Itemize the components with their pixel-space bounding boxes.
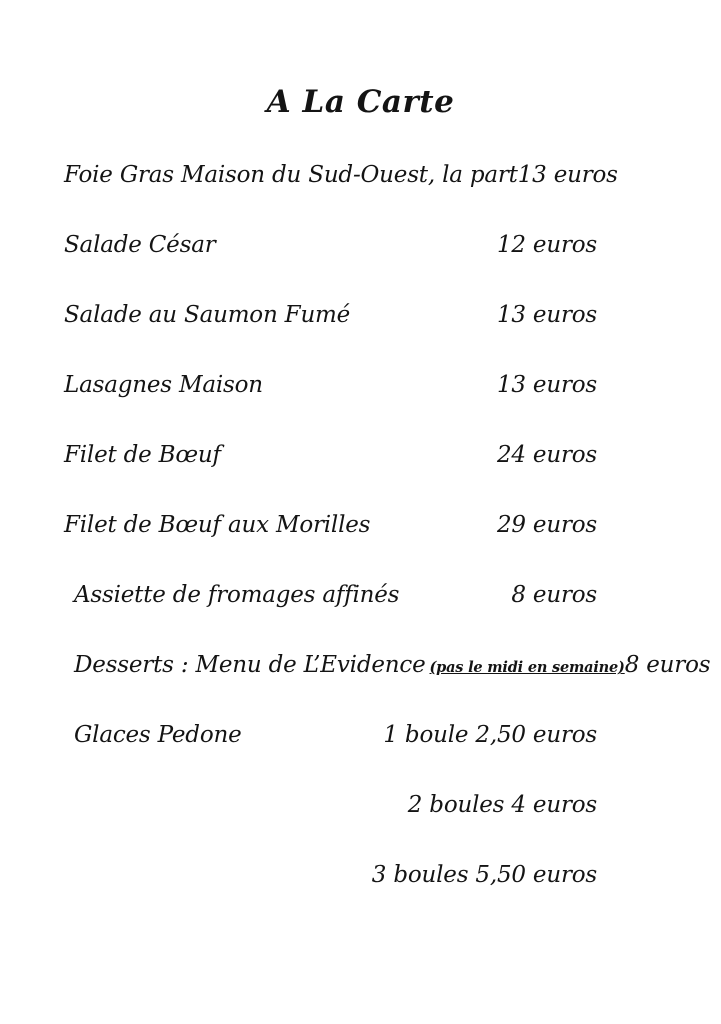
menu-item-price: 8 euros xyxy=(511,582,597,608)
menu-item-price: 13 euros xyxy=(496,302,597,328)
menu-item-price: 3 boules 5,50 euros xyxy=(371,862,597,888)
menu-item-name: Foie Gras Maison du Sud-Ouest, la part xyxy=(64,162,518,188)
menu-item-row-glaces-2-boules xyxy=(0,770,721,840)
menu-item-row-filet-boeuf-morilles xyxy=(0,490,721,560)
menu-item-name: Salade au Saumon Fumé xyxy=(64,302,351,328)
menu-item-price: 8 euros xyxy=(624,652,711,678)
menu-item-row-salade-saumon xyxy=(0,280,721,350)
menu-item-name: Filet de Bœuf xyxy=(64,442,221,468)
menu-item-price: 13 euros xyxy=(496,372,597,398)
menu-item-price: 2 boules 4 euros xyxy=(407,792,597,818)
menu-item-name-with-note xyxy=(74,652,625,678)
menu-item-row-glaces-3-boules xyxy=(0,840,721,910)
menu-item-note: (pas le midi en semaine) xyxy=(429,659,625,676)
menu-item-list xyxy=(0,140,721,910)
page-title: A La Carte xyxy=(266,84,455,120)
menu-item-price: 29 euros xyxy=(496,512,597,538)
menu-item-name: Filet de Bœuf aux Morilles xyxy=(64,512,371,538)
menu-item-row-desserts xyxy=(0,630,721,700)
menu-item-row-filet-boeuf xyxy=(0,420,721,490)
menu-item-name: Glaces Pedone xyxy=(74,722,242,748)
menu-item-price: 1 boule 2,50 euros xyxy=(383,722,597,748)
menu-item-row-fromages xyxy=(0,560,721,630)
menu-item-price: 12 euros xyxy=(496,232,597,258)
menu-item-price: 13 euros xyxy=(517,162,618,188)
menu-item-row-glaces xyxy=(0,700,721,770)
menu-item-name: Salade César xyxy=(64,232,216,258)
menu-item-name: Assiette de fromages affinés xyxy=(74,582,400,608)
menu-item-name: Desserts : Menu de L’Evidence xyxy=(74,652,426,678)
menu-item-row-salade-cesar xyxy=(0,210,721,280)
menu-item-row-lasagnes xyxy=(0,350,721,420)
menu-item-name: Lasagnes Maison xyxy=(64,372,263,398)
menu-item-row-foie-gras xyxy=(0,140,721,210)
menu-item-price: 24 euros xyxy=(496,442,597,468)
